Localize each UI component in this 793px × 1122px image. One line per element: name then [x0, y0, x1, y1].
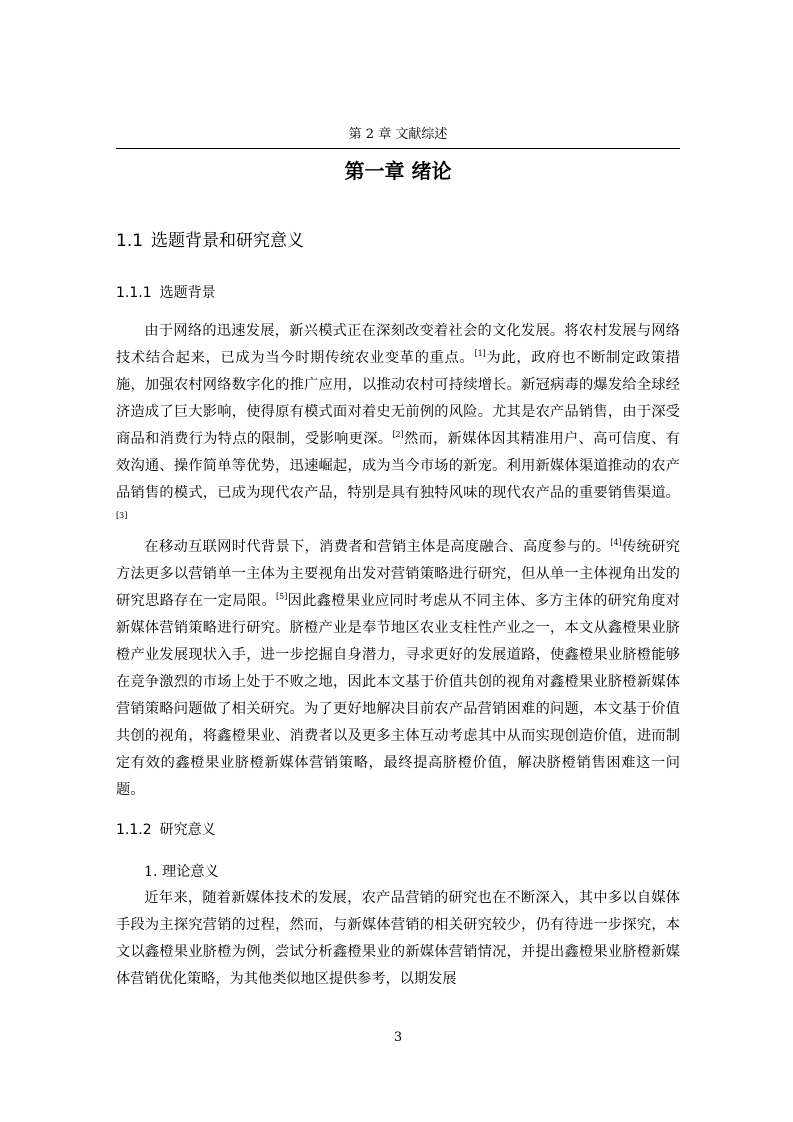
paragraph-2-text-a: 在移动互联网时代背景下，消费者和营销主体是高度融合、高度参与的。	[144, 539, 611, 555]
citation-4: [4]	[610, 538, 622, 547]
citation-3: [3]	[116, 511, 128, 520]
body-block-significance	[116, 885, 680, 993]
paragraph-1-text-c: 然而，新媒体因其精准用户、高可信度、有效沟通、操作简单等优势，迅速崛起，成为当今市场的新宠。利用新媒体渠道推动的农产品销售的模式，已成为现代农产品，特别是具有独特风味的现代农产品的重要销售渠道。	[116, 431, 680, 501]
subsection-heading-background	[116, 283, 216, 303]
page-number: 3	[393, 1030, 403, 1045]
body-block-background	[116, 318, 680, 804]
paragraph-1	[116, 318, 680, 534]
section-number: 1.1	[116, 231, 144, 251]
paragraph-1-text-a: 由于网络的迅速发展，新兴模式正在深刻改变着社会的文化发展。将农村发展与网络技术结合起来，已成为当今时期传统农业变革的重点。	[116, 323, 680, 366]
citation-1: [1]	[474, 349, 486, 358]
subsection-number: 1.1.1	[116, 285, 152, 301]
enumerated-item: 1. 理论意义	[144, 864, 219, 880]
subsection-title: 研究意义	[159, 822, 216, 838]
paragraph-2-text-b: 传统研究方法更多以营销单一主体为主要视角出发对营销策略进行研究，但从单一主体视角出发的研究思路存在一定局限。	[116, 539, 680, 609]
paragraph-2-text-c: 因此鑫橙果业应同时考虑从不同主体、多方主体的研究角度对新媒体营销策略进行研究。脐橙产业是奉节地区农业支柱性产业之一，本文从鑫橙果业脐橙产业发展现状入手，进一步挖掘自身潜力，寻求更好的发展道路，使鑫橙果业脐橙能够在竞争激烈的市场上处于不败之地，因此本文基于价值共创的视角对鑫橙果业脐橙新媒体营销策略问题做了相关研究。为了更好地解决目前农产品营销困难的问题，本文基于价值共创的视角，将鑫橙果业、消费者以及更多主体互动考虑其中从而实现创造价值，进而制定有效的鑫橙果业脐橙新媒体营销策略，最终提高脐橙价值，解决脐橙销售困难这一问题。	[116, 593, 680, 798]
citation-2: [2]	[392, 430, 404, 439]
subsection-title: 选题背景	[159, 285, 216, 301]
chapter-title: 第一章 绪论	[344, 159, 452, 183]
paragraph-3: 近年来，随着新媒体技术的发展，农产品营销的研究也在不断深入，其中多以自媒体手段为主探究营销的过程，然而，与新媒体营销的相关研究较少，仍有待进一步探究，本文以鑫橙果业脐橙为例，尝试分析鑫橙果业的新媒体营销情况，并提出鑫橙果业脐橙新媒体营销优化策略，为其他类似地区提供参考，以期发展	[116, 890, 680, 987]
section-title: 选题背景和研究意义	[151, 231, 305, 251]
section-heading	[116, 229, 304, 253]
header-rule	[116, 148, 680, 149]
paragraph-2	[116, 534, 680, 804]
paragraph-1-text-b: 为此，政府也不断制定政策措施，加强农村网络数字化的推广应用，以推动农村可持续增长。新冠病毒的爆发给全球经济造成了巨大影响，使得原有模式面对着史无前例的风险。尤其是农产品销售，由于深受商品和消费行为特点的限制，受影响更深。	[116, 350, 680, 447]
subsection-heading-significance	[116, 820, 216, 840]
subsection-number: 1.1.2	[116, 822, 152, 838]
citation-5: [5]	[275, 592, 288, 601]
running-header: 第 2 章 文献综述	[348, 127, 448, 142]
